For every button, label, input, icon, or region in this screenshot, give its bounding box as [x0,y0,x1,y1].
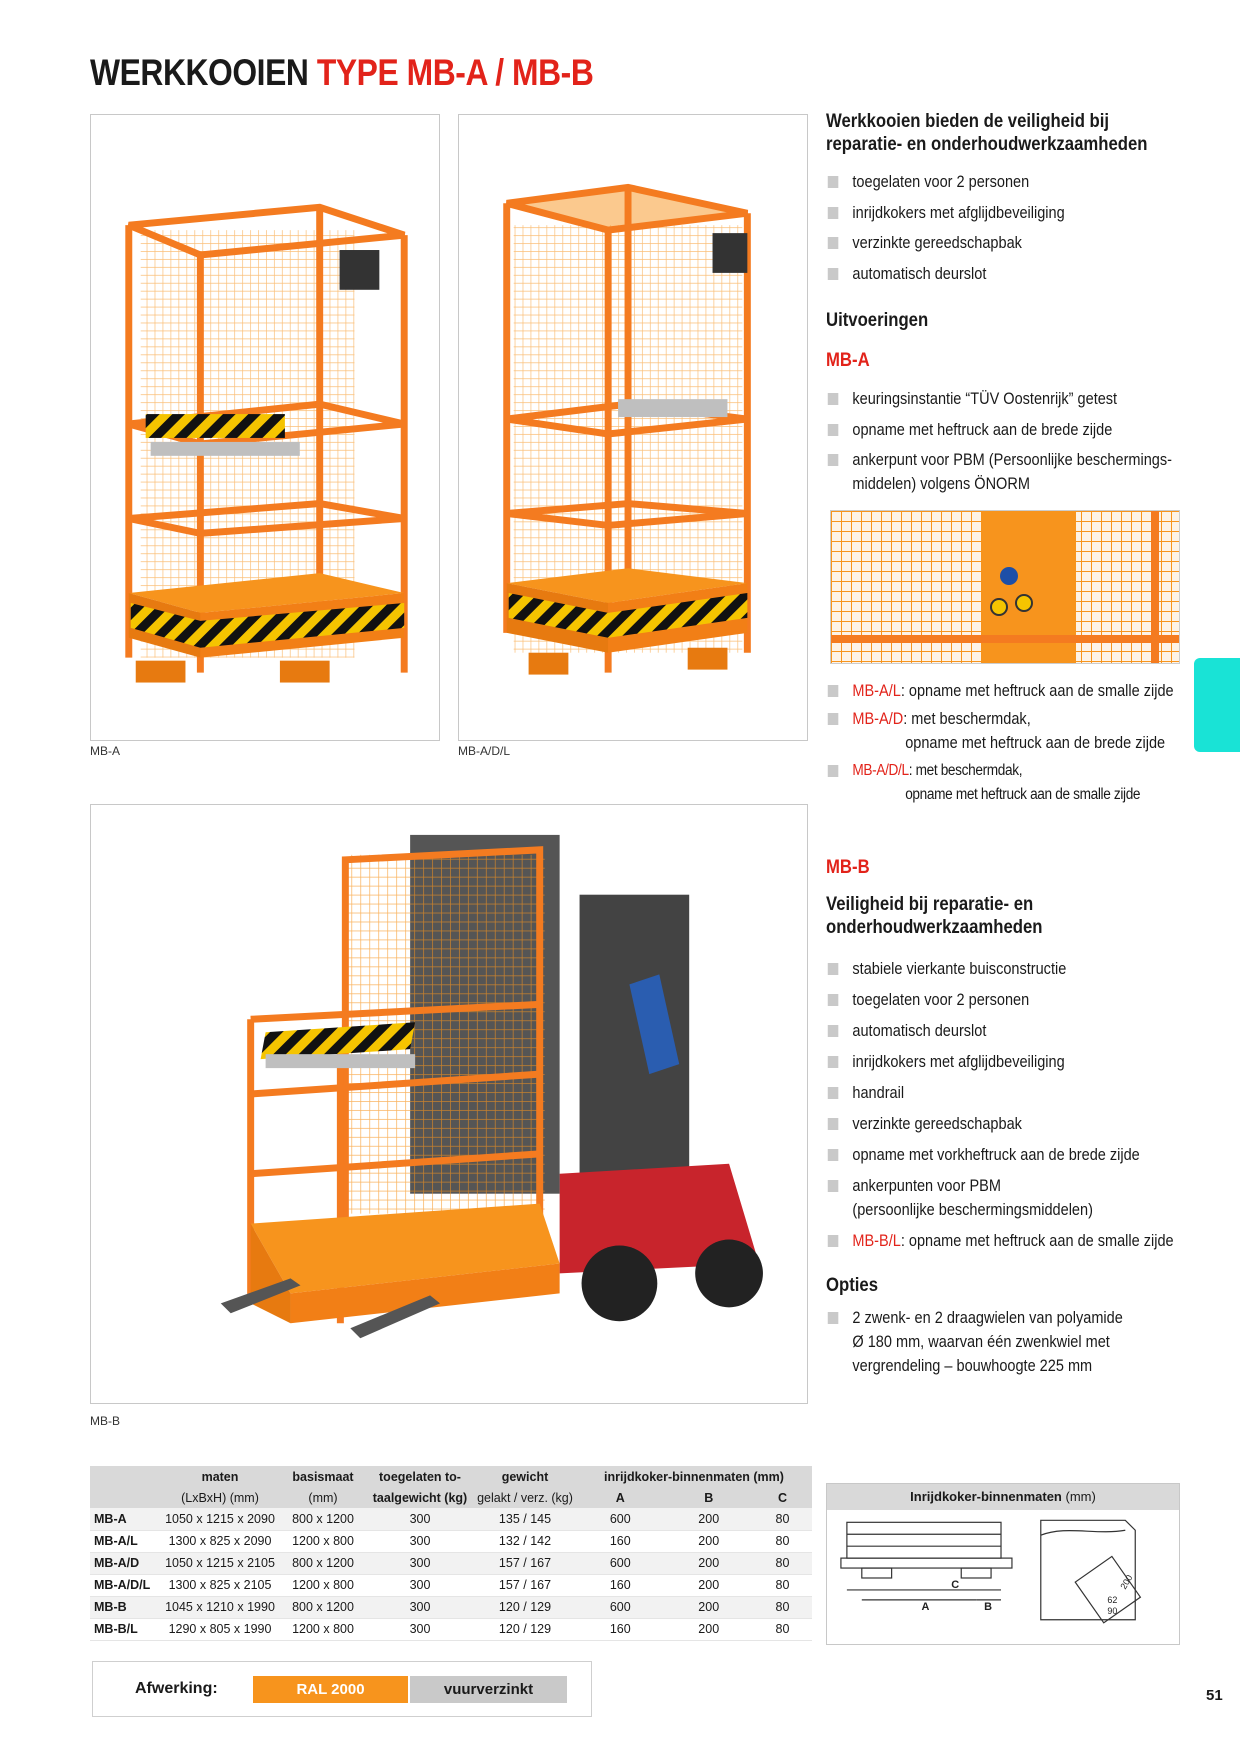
list-item: opname met heftruck aan de brede zijde [826,418,1172,442]
mb-b-subheading-line2: onderhoudwerkzaamheden [826,917,1043,938]
finish-label: Afwerking: [135,1680,218,1697]
bullet-square-icon [828,1087,839,1099]
finish-option-ral: RAL 2000 [253,1676,408,1703]
mb-b-subheading-line1: Veiligheid bij reparatie- en [826,894,1034,915]
bullet-square-icon [828,963,839,975]
photo-mb-b-forklift [90,804,808,1404]
detail-photo [830,510,1180,664]
mb-b-bullets [826,957,1174,1253]
cage-illustration-mb-a-d-l [459,115,807,740]
table-row: MB-A/L 1300 x 825 x 2090 1200 x 800 300 132 / 142 160 200 80 [90,1530,812,1552]
finish-option-zinc: vuurverzinkt [410,1676,567,1703]
table-row: MB-A/D/L 1300 x 825 x 2105 1200 x 800 300 157 / 167 160 200 80 [90,1574,812,1596]
table-row: MB-B/L 1290 x 805 x 1990 1200 x 800 300 120 / 129 160 200 80 [90,1618,812,1640]
list-item: ankerpunten voor PBM (persoonlijke beschermingsmiddelen) [826,1174,1174,1222]
list-item: keuringsinstantie “TÜV Oostenrijk” getest [826,387,1172,411]
spec-table [90,1466,812,1641]
fork-pocket-diagram [826,1483,1180,1645]
bullet-square-icon [828,713,839,725]
variant-item: MB-A/L: opname met heftruck aan de smalle zijde [826,679,1174,703]
finish-box [92,1661,592,1717]
list-item: 2 zwenk- en 2 draagwielen van polyamide Ø 180 mm, waarvan één zwenkwiel met vergrendeling – bouwhoogte 225 mm [826,1306,1123,1378]
list-item: toegelaten voor 2 personen [826,170,1065,194]
opties-heading: Opties [826,1275,879,1296]
list-item: automatisch deurslot [826,262,1065,286]
mb-a-heading: MB-A [826,350,870,371]
title-main: WERKKOOIEN [90,52,309,93]
mb-b-heading: MB-B [826,857,870,878]
dim-label-200: 200 [1118,1573,1135,1591]
variant-item: MB-A/D/L: met beschermdak, opname met heftruck aan de smalle zijde [826,759,1174,807]
photo-mb-a [90,114,440,741]
list-item: opname met vorkheftruck aan de brede zijde [826,1143,1174,1167]
right-column [826,0,1186,1400]
list-item: verzinkte gereedschapbak [826,1112,1174,1136]
page-number: 51 [1206,1687,1223,1704]
bullet-square-icon [828,1025,839,1037]
opties-list [826,1306,1123,1378]
section-tab-marker [1194,658,1240,752]
bullet-square-icon [828,1235,839,1247]
bullet-square-icon [828,1056,839,1068]
list-item: ankerpunt voor PBM (Persoonlijke beschermings- middelen) volgens ÖNORM [826,448,1172,496]
list-item: toegelaten voor 2 personen [826,988,1174,1012]
bullet-square-icon [828,268,839,280]
bullet-square-icon [828,176,839,188]
bullet-square-icon [828,1118,839,1130]
intro-heading-line1: Werkkooien bieden de veiligheid bij [826,111,1110,132]
intro-heading-line2: reparatie- en onderhoudwerkzaamheden [826,134,1148,155]
dim-label-b: B [984,1600,992,1613]
table-row: MB-B 1045 x 1210 x 1990 800 x 1200 300 120 / 129 600 200 80 [90,1596,812,1618]
table-header-row: maten basismaat toegelaten to- gewicht inrijdkoker-binnenmaten (mm) [90,1466,812,1487]
bullet-square-icon [828,1180,839,1192]
bullet-square-icon [828,1312,839,1324]
bullet-square-icon [828,1149,839,1161]
list-item: automatisch deurslot [826,1019,1174,1043]
mb-a-variants [826,679,1174,807]
dim-label-90: 90 [1107,1605,1118,1616]
mb-a-bullets [826,387,1172,496]
bullet-square-icon [828,393,839,405]
anchor-point-detail-illustration [831,511,1180,664]
dim-label-c: C [951,1578,960,1591]
intro-heading [826,110,1147,156]
bullet-square-icon [828,207,839,219]
table-row: MB-A 1050 x 1215 x 2090 800 x 1200 300 135 / 145 600 200 80 [90,1508,812,1530]
caption-photo3: MB-B [90,1414,120,1428]
dim-label-62: 62 [1107,1594,1118,1605]
variant-item: MB-A/D: met beschermdak, opname met heftruck aan de brede zijde [826,707,1174,755]
bullet-square-icon [828,994,839,1006]
caption-photo2: MB-A/D/L [458,744,511,758]
bullet-square-icon [828,685,839,697]
mb-b-subheading [826,893,1042,939]
variant-item: MB-B/L: opname met heftruck aan de smalle zijde [826,1229,1174,1253]
bullet-square-icon [828,765,839,777]
list-item: verzinkte gereedschapbak [826,231,1065,255]
table-header-row: (LxBxH) (mm) (mm) taalgewicht (kg) gelakt / verz. (kg) A B C [90,1487,812,1508]
list-item: inrijdkokers met afglijdbeveiliging [826,201,1065,225]
caption-photo1: MB-A [90,744,120,758]
bullet-square-icon [828,454,839,466]
list-item: handrail [826,1081,1174,1105]
diagram-heading: Inrijdkoker-binnenmaten (mm) [827,1484,1179,1510]
table-row: MB-A/D 1050 x 1215 x 2105 800 x 1200 300 157 / 167 600 200 80 [90,1552,812,1574]
bullet-square-icon [828,424,839,436]
page-title [90,52,593,94]
cage-illustration-mb-a [91,115,439,740]
photo-mb-a-d-l [458,114,808,741]
list-item: inrijdkokers met afglijdbeveiliging [826,1050,1174,1074]
uitvoeringen-heading: Uitvoeringen [826,310,929,331]
intro-bullets [826,170,1065,286]
title-accent: TYPE MB-A / MB-B [316,52,594,93]
list-item: stabiele vierkante buisconstructie [826,957,1174,981]
fork-pocket-drawing [827,1510,1179,1644]
dim-label-a: A [921,1600,930,1613]
bullet-square-icon [828,237,839,249]
forklift-cage-illustration [91,805,807,1403]
